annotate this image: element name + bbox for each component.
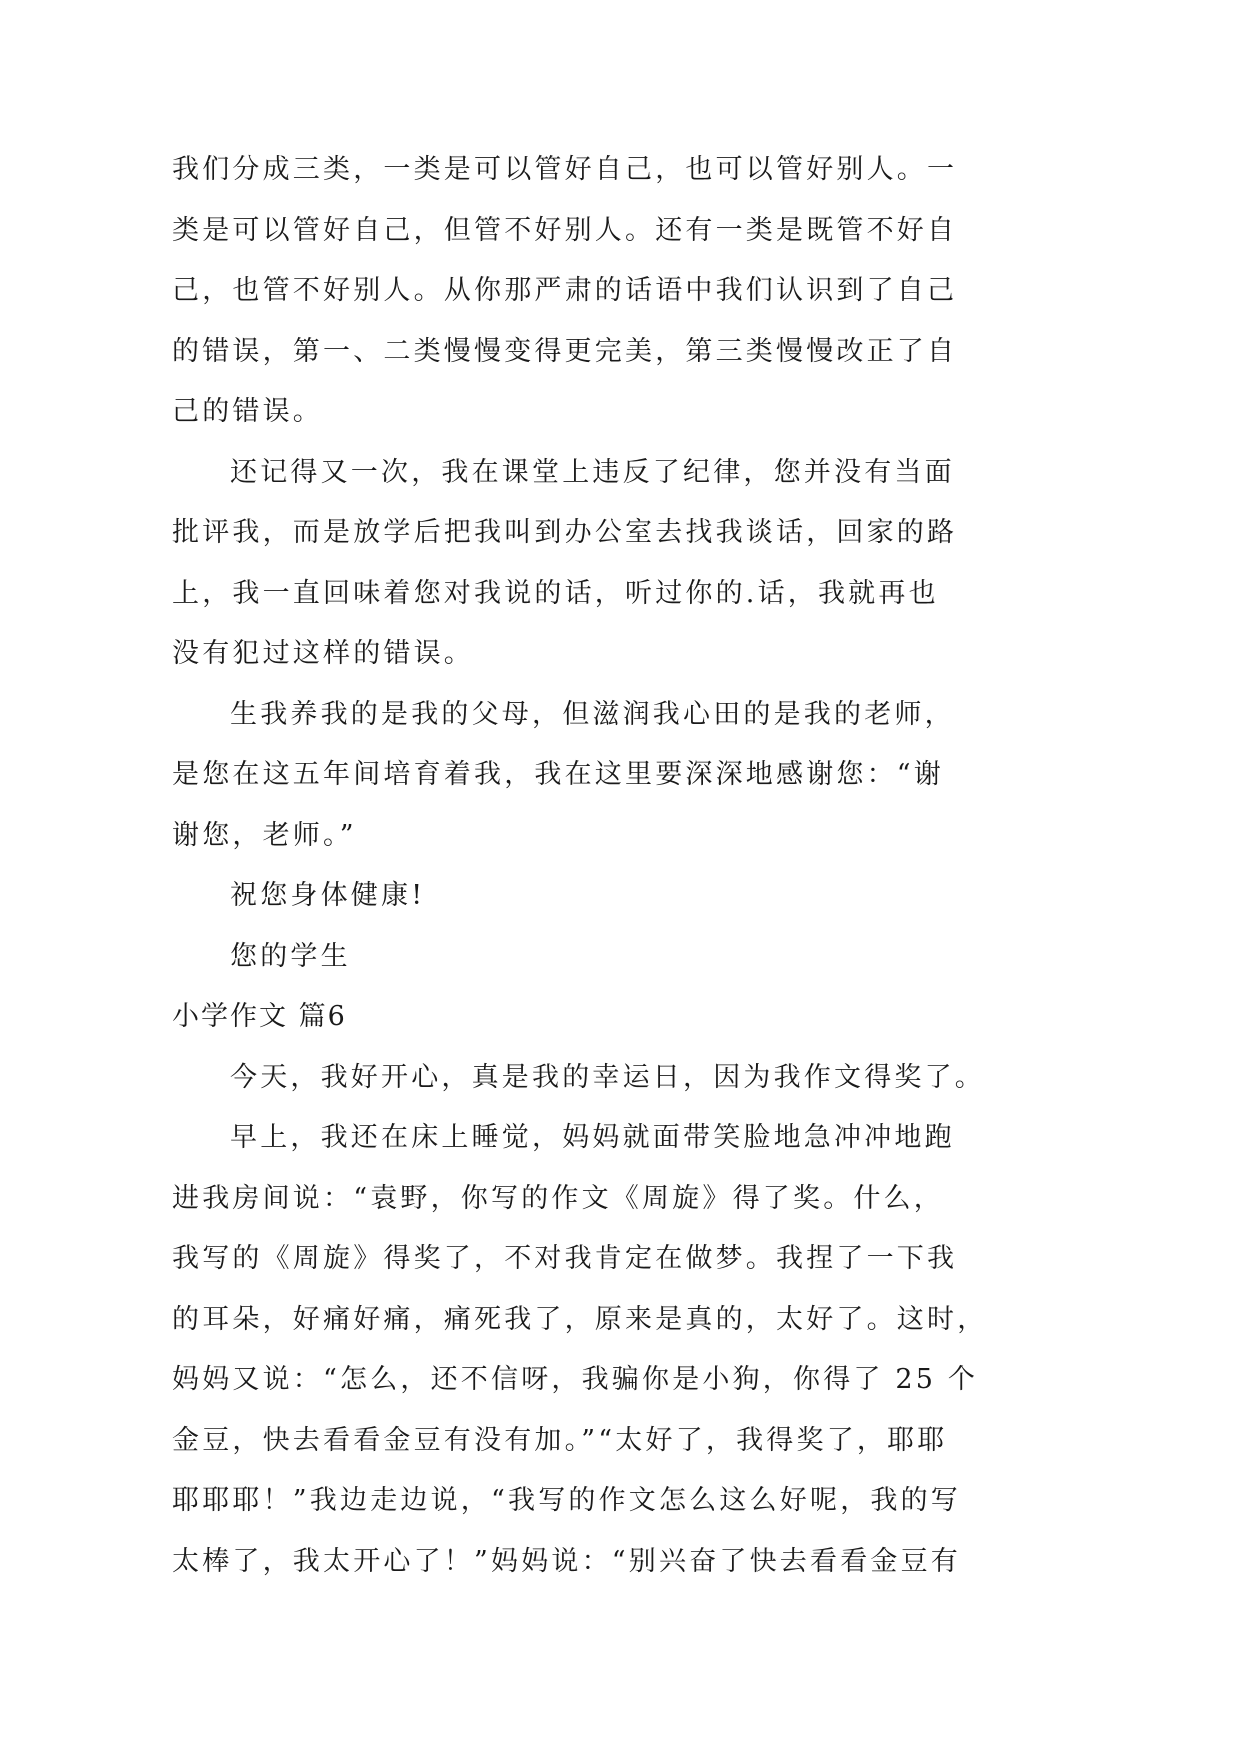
text-line: 祝您身体健康! bbox=[230, 880, 426, 911]
text-line: 的错误，第一、二类慢慢变得更完美，第三类慢慢改正了自 bbox=[172, 335, 958, 367]
section-heading: 小学作文 篇6 bbox=[172, 1001, 347, 1032]
document-body bbox=[172, 140, 988, 1592]
text-line: 还记得又一次，我在课堂上违反了纪律，您并没有当面 bbox=[230, 456, 955, 488]
text-line: 进我房间说：“袁野，你写的作文《周旋》得了奖。什么， bbox=[172, 1182, 945, 1214]
text-line: 上，我一直回味着您对我说的话，听过你的.话，我就再也 bbox=[172, 577, 939, 609]
text-line: 己的错误。 bbox=[172, 396, 323, 427]
text-line: 您的学生 bbox=[230, 940, 351, 972]
text-line: 的耳朵，好痛好痛，痛死我了，原来是真的，太好了。这时， bbox=[172, 1303, 988, 1335]
text-line: 类是可以管好自己，但管不好别人。还有一类是既管不好自 bbox=[172, 214, 958, 246]
text-line: 生我养我的是我的父母，但滋润我心田的是我的老师， bbox=[230, 698, 955, 730]
text-line: 金豆，快去看看金豆有没有加。”“太好了，我得奖了，耶耶 bbox=[172, 1424, 948, 1456]
text-line: 己，也管不好别人。从你那严肃的话语中我们认识到了自己 bbox=[172, 275, 958, 306]
text-line: 耶耶耶！”我边走边说，“我写的作文怎么这么好呢，我的写 bbox=[172, 1485, 962, 1516]
text-line: 我们分成三类，一类是可以管好自己，也可以管好别人。一 bbox=[172, 154, 958, 185]
text-line: 没有犯过这样的错误。 bbox=[172, 638, 474, 669]
text-line: 批评我，而是放学后把我叫到办公室去找我谈话，回家的路 bbox=[172, 517, 958, 548]
text-line: 谢您，老师。” bbox=[172, 819, 357, 851]
text-line: 早上，我还在床上睡觉，妈妈就面带笑脸地急冲冲地跑 bbox=[230, 1122, 955, 1153]
text-line: 妈妈又说：“怎么，还不信呀，我骗你是小狗，你得了 25 个 bbox=[172, 1364, 979, 1395]
text-line: 我写的《周旋》得奖了，不对我肯定在做梦。我捏了一下我 bbox=[172, 1243, 958, 1274]
text-line: 是您在这五年间培育着我，我在这里要深深地感谢您：“谢 bbox=[172, 759, 945, 790]
text-line: 今天，我好开心，真是我的幸运日，因为我作文得奖了。 bbox=[230, 1061, 985, 1093]
text-line: 太棒了，我太开心了！”妈妈说：“别兴奋了快去看看金豆有 bbox=[172, 1545, 962, 1577]
